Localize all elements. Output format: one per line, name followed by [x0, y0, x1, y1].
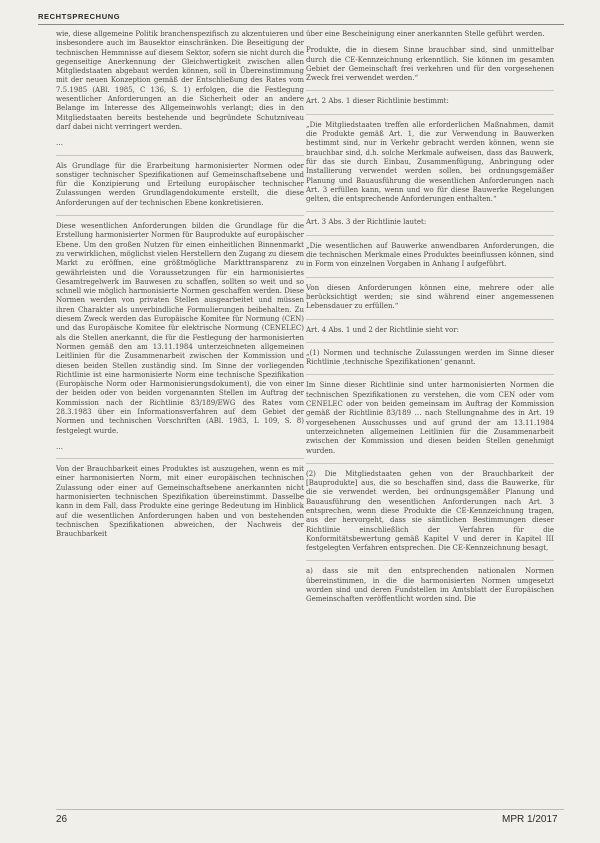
paragraph: Im Sinne dieser Richtlinie sind unter harmonisierten Normen die technischen Spezifikationen zu verstehen, die vom CEN oder vom CENELEC oder von beiden gemeinsam im Auftrag der Kommission gemäß der Richtlinie 83/189 … nach Stellungnahme des in Art. 19 vorgesehenen Ausschusses und auf grund der am 13.11.1984 unterzeichneten allgemeinen Leitlinien für die Zusammenarbeit zwischen der Kommission und diesen beiden Stellen genehmigt wurden.: [306, 381, 554, 455]
paragraph: (2) Die Mitgliedstaaten gehen von der Brauchbarkeit der [Bauprodukte] aus, die so beschaffen sind, dass die Bauwerke, für die sie verwendet werden, bei ordnungsgemäßer Planung und Bauausführung den wesentlichen Anforderungen nach Art. 3 entsprechen, wenn diese Produkte die CE-Kennzeichnung tragen, aus der hervorgeht, dass sie sämtlichen Bestimmungen dieser Richtlinie einschließlich der Verfahren für die Konformitätsbewertung gemäß Kapitel V und derer in Kapitel III festgelegten Verfahren entsprechen. Die CE-Kennzeichnung besagt,: [306, 469, 554, 553]
paragraph: über eine Bescheinigung einer anerkannten Stelle geführt werden.: [306, 30, 545, 38]
divider: [306, 235, 554, 236]
page-number: 26: [56, 814, 68, 825]
paragraph: a) dass sie mit den entsprechenden nationalen Normen übereinstimmen, in die die harmonisierten Normen umgesetzt worden sind und deren Fundstellen im Amtsblatt der Europäischen Gemeinschaften veröffentlicht worden sind. Die: [306, 567, 554, 604]
quote-paragraph: „(1) Normen und technische Zulassungen werden im Sinne dieser Richtlinie ‚technische Spezifikationen‘ genannt.: [306, 348, 554, 367]
paragraph: Produkte, die in diesem Sinne brauchbar sind, sind unmittelbar durch die CE-Kennzeichnung erkenntlich. Sie können im gesamten Gebiet der Gemeinschaft frei verkehren und für den vorgesehenen Zweck frei verwendet werden.“: [306, 46, 554, 83]
ellipsis: …: [56, 139, 64, 148]
paragraph: Von diesen Anforderungen können eine, mehrere oder alle berücksichtigt werden; sie sind während einer angemessenen Lebensdauer zu erfüllen.“: [306, 283, 554, 311]
paragraph: Art. 4 Abs. 1 und 2 der Richtlinie sieht vor:: [306, 325, 459, 334]
paragraph: wie, diese allgemeine Politik branchenspezifisch zu akzentuieren und insbesondere auch im Bausektor einschränken. Die Beseitigung der technischen Hemmnisse auf diesem Sektor, sofern sie nicht durch die gegenseitige Anerkennung der Gleichwertigkeit zwischen allen Mitgliedstaaten abgebaut werden können, soll in Übereinstimmung mit der neuen Konzeption gemäß der Entschließung des Rates vom 7.5.1985 (ABl. 1985, C 136, S. 1) erfolgen, die die Festlegung wesentlicher Anforderungen an die Sicherheit oder an andere Belange im Interesse des Allgemeinwohls verlangt; dies in den Mitgliedstaaten bereits bestehende und begründete Schutzniveau darf dabei nicht verringert werden.: [56, 30, 304, 131]
divider: [306, 277, 554, 278]
header-rule: [38, 24, 564, 25]
section-header: RECHTSPRECHUNG: [38, 12, 121, 21]
right-column: [306, 30, 554, 805]
quote-paragraph: „Die Mitgliedstaaten treffen alle erforderlichen Maßnahmen, damit die Produkte gemäß Art. 1, die zur Verwendung in Bauwerken bestimmt sind, nur in Verkehr gebracht werden können, wenn sie brauchbar sind, d.h. solche Merkmale aufweisen, dass das Bauwerk, für das sie durch Einbau, Zusammenfügung, Anbringung oder Installierung verwendet werden sollen, bei ordnungsgemäßer Planung und Bauausführung die wesentlichen Anforderungen nach Art. 3 erfüllen kann, wenn und wo für diese Bauwerke Regelungen gelten, die entsprechende Anforderungen enthalten.“: [306, 120, 554, 204]
divider: [306, 560, 554, 561]
paragraph: Diese wesentlichen Anforderungen bilden die Grundlage für die Erstellung harmonisierter Normen für Bauprodukte auf europäischer Ebene. Um den großen Nutzen für einen einheitlichen Binnenmarkt zu verwirklichen, möglichst vielen Herstellern den Zugang zu diesem Markt zu eröffnen, eine größtmögliche Markttransparenz zu gewährleisten und die Voraussetzungen für ein harmonisiertes Gesamtregelwerk im Bauwesen zu schaffen, sollten so weit und so schnell wie möglich harmonisierte Normen geschaffen werden. Diese Normen werden von privaten Stellen ausgearbeitet und müssen ihren Charakter als unverbindliche Formulierungen beibehalten. Zu diesem Zweck werden das Europäische Komitee für Normung (CEN) und das Europäische Komitee für elektrische Normung (CENELEC) als die Stellen anerkannt, die für die Festlegung der harmonisierten Normen gemäß den am 13.11.1984 unterzeichneten allgemeinen Leitlinien für die Zusammenarbeit zwischen der Kommission und diesen beiden Stellen zuständig sind. Im Sinne der vorliegenden Richtlinie ist eine harmonisierte Norm eine technische Spezifikation (Europäische Norm oder Harmonisierungsdokument), die von einer der beiden oder von beiden vorgenannten Stellen im Auftrag der Kommission nach der Richtlinie 83/189/EWG des Rates vom 28.3.1983 über ein Informationsverfahren auf dem Gebiet der Normen und technischen Vorschriften (ABl. 1983, L 109, S. 8) festgelegt wurde.: [56, 222, 304, 435]
ellipsis: …: [56, 442, 64, 451]
divider: [306, 114, 554, 115]
divider: [306, 319, 554, 320]
divider: [306, 374, 554, 375]
divider: [56, 215, 304, 216]
paragraph: Art. 3 Abs. 3 der Richtlinie lautet:: [306, 218, 427, 227]
divider: [306, 211, 554, 212]
paragraph: Als Grundlage für die Erarbeitung harmonisierter Normen oder sonstiger technischer Spezifikationen auf Gemeinschaftsebene und für die Konzipierung und Erteilung europäischer technischer Zulassungen werden Grundlagendokumente erstellt, die diese Anforderungen auf der technischen Ebene konkretisieren.: [56, 161, 304, 207]
divider: [306, 90, 554, 91]
divider: [56, 458, 304, 459]
quote-paragraph: „Die wesentlichen auf Bauwerke anwendbaren Anforderungen, die die technischen Merkmale eines Produktes beeinflussen können, sind in Form von einzelnen Vorgaben in Anhang I aufgeführt.: [306, 241, 554, 269]
paragraph: Art. 2 Abs. 1 dieser Richtlinie bestimmt:: [306, 97, 449, 106]
divider: [306, 463, 554, 464]
left-column: [56, 30, 304, 805]
divider: [306, 342, 554, 343]
paragraph: Von der Brauchbarkeit eines Produktes ist auszugehen, wenn es mit einer harmonisierten Norm, mit einer europäischen technischen Zulassung oder einer auf Gemeinschaftsebene anerkannten nicht harmonisierten technischen Spezifikation übereinstimmt. Dasselbe kann in dem Fall, dass Produkte eine geringe Bedeutung im Hinblick auf die wesentlichen Anforderungen haben und von bestehenden technischen Spezifikationen abweichen, der Nachweis der Brauchbarkeit: [56, 465, 304, 539]
journal-issue: MPR 1/2017: [502, 814, 558, 825]
divider: [56, 155, 304, 156]
footer-rule: [56, 809, 564, 810]
